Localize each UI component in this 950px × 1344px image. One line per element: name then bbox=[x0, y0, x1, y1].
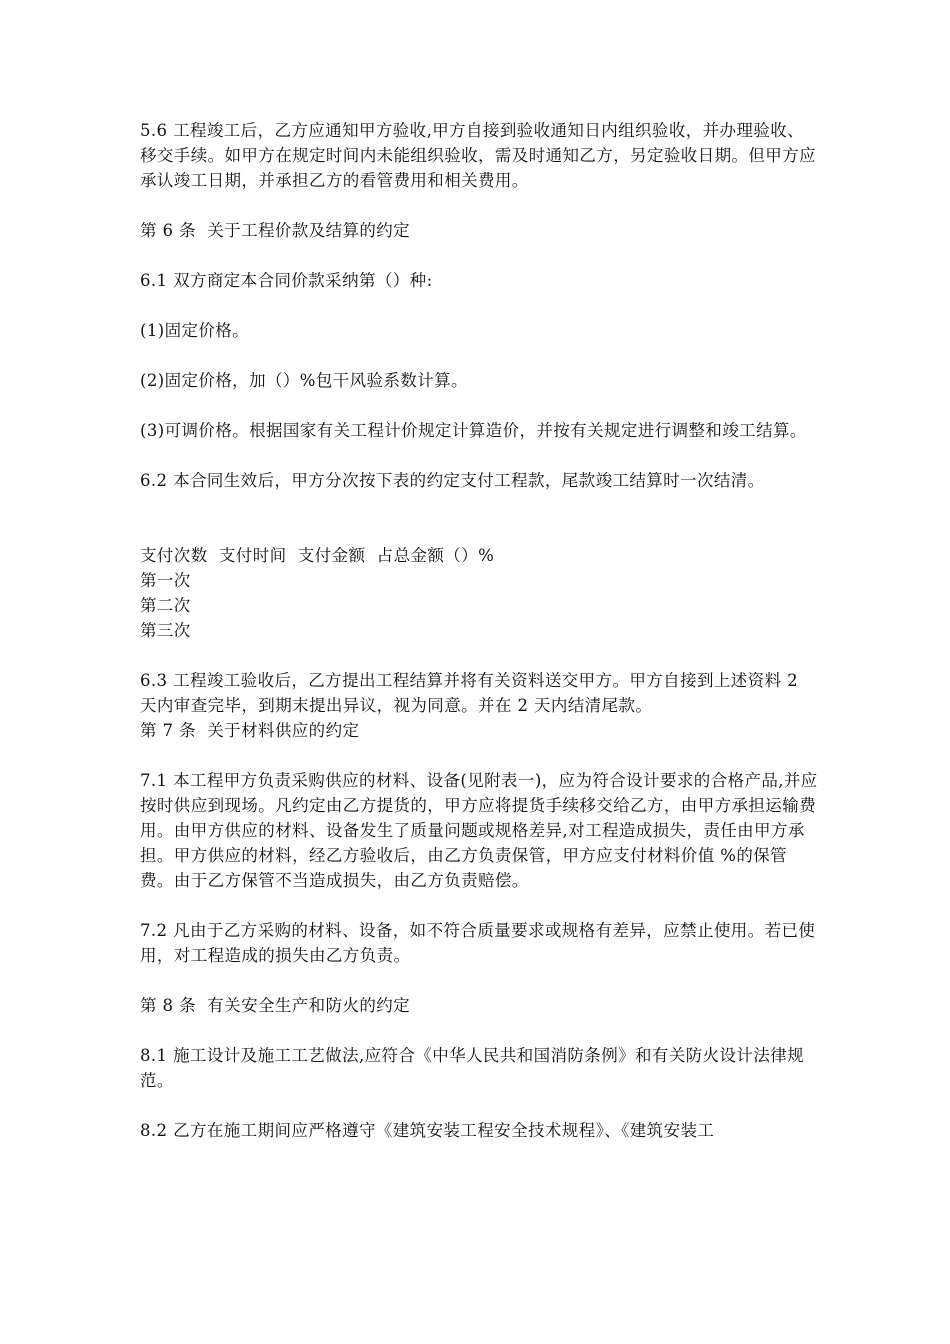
payment-row: 第一次 bbox=[140, 571, 191, 590]
price-option-1: (1)固定价格。 bbox=[140, 321, 250, 340]
clause-6-2: 6.2 本合同生效后，甲方分次按下表的约定支付工程款，尾款竣工结算时一次结清。 bbox=[140, 471, 765, 490]
price-option-3: (3)可调价格。根据国家有关工程计价规定计算造价，并按有关规定进行调整和竣工结算。 bbox=[140, 421, 807, 440]
payment-row: 第三次 bbox=[140, 621, 191, 640]
clause-7-1: 7.1 本工程甲方负责采购供应的材料、设备(见附表一)，应为符合设计要求的合格产品,并应按时供应到现场。凡约定由乙方提货的，甲方应将提货手续移交给乙方，由甲方承担运输费用。由甲方供应的材料、设备发生了质量问题或规格差异,对工程造成损失，责任由甲方承担。甲方供应的材料，经乙方验收后，由乙方负责保管，甲方应支付材料价值 %的保管费。由于乙方保管不当造成损失，由乙方负责赔偿。 bbox=[140, 771, 818, 890]
clause-8-2: 8.2 乙方在施工期间应严格遵守《建筑安装工程安全技术规程》、《建筑安装工 bbox=[140, 1121, 715, 1140]
document-page bbox=[140, 118, 820, 1143]
article-6-heading: 第 6 条 关于工程价款及结算的约定 bbox=[140, 221, 411, 240]
payment-table-header: 支付次数 支付时间 支付金额 占总金额（）% bbox=[140, 546, 495, 565]
article-8-heading: 第 8 条 有关安全生产和防火的约定 bbox=[140, 996, 411, 1015]
clause-6-3: 6.3 工程竣工验收后，乙方提出工程结算并将有关资料送交甲方。甲方自接到上述资料 2 天内审查完毕，到期末提出异议，视为同意。并在 2 天内结清尾款。 bbox=[140, 671, 804, 715]
price-option-2: (2)固定价格，加（）%包干风验系数计算。 bbox=[140, 371, 468, 390]
article-7-heading: 第 7 条 关于材料供应的约定 bbox=[140, 721, 360, 740]
clause-6-1: 6.1 双方商定本合同价款采纳第（）种: bbox=[140, 271, 433, 290]
clause-7-2: 7.2 凡由于乙方采购的材料、设备，如不符合质量要求或规格有差异，应禁止使用。若已使用，对工程造成的损失由乙方负责。 bbox=[140, 921, 816, 965]
clause-8-1: 8.1 施工设计及施工工艺做法,应符合《中华人民共和国消防条例》和有关防火设计法律规范。 bbox=[140, 1046, 805, 1090]
payment-table bbox=[140, 543, 820, 643]
payment-row: 第二次 bbox=[140, 596, 191, 615]
clause-5-6: 5.6 工程竣工后，乙方应通知甲方验收,甲方自接到验收通知日内组织验收，并办理验收、移交手续。如甲方在规定时间内未能组织验收，需及时通知乙方，另定验收日期。但甲方应承认竣工日期，并承担乙方的看管费用和相关费用。 bbox=[140, 121, 816, 190]
